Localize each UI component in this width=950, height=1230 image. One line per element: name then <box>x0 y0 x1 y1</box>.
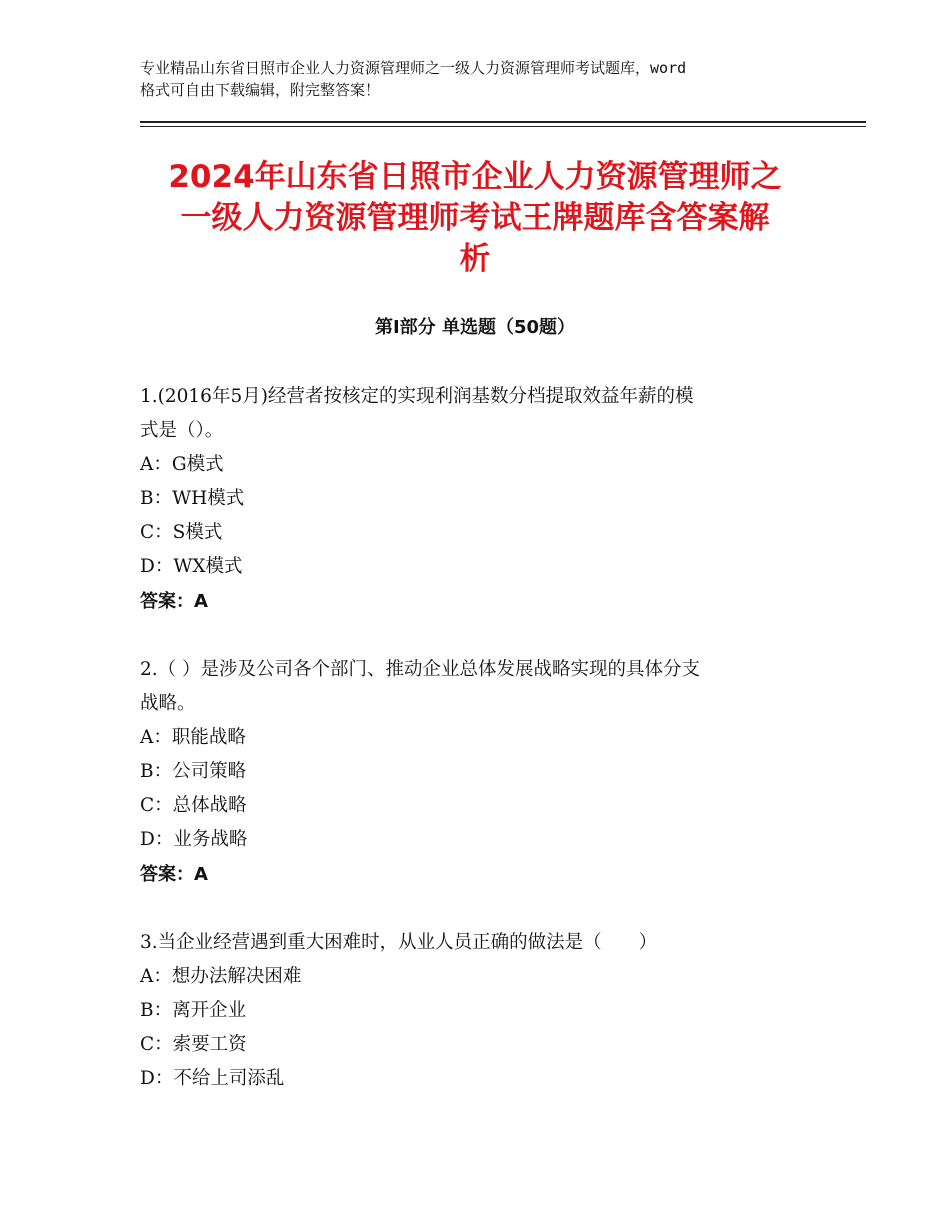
header-note <box>140 57 830 101</box>
section-heading: 第Ⅰ部分 单选题（50题） <box>374 317 575 338</box>
header-divider-thin <box>140 126 866 127</box>
question-1-option-b: B：WH模式 <box>140 488 245 509</box>
document-title <box>110 157 840 280</box>
document-title-line-1: 2024年山东省日照市企业人力资源管理师之 <box>168 159 782 195</box>
question-2-option-a: A：职能战略 <box>140 727 246 748</box>
question-3-option-a: A：想办法解决困难 <box>140 966 302 987</box>
question-1-stem-line-1: 1.(2016年5月)经营者按核定的实现利润基数分档提取效益年薪的模 <box>140 386 694 407</box>
question-3-option-d: D：不给上司添乱 <box>140 1068 285 1089</box>
question-1-stem-line-2: 式是（）。 <box>140 420 224 441</box>
question-2-stem-line-2: 战略。 <box>140 693 196 714</box>
question-2-option-d: D：业务战略 <box>140 829 248 850</box>
question-1-option-d: D：WX模式 <box>140 556 243 577</box>
document-title-line-3: 析 <box>459 241 491 277</box>
document-title-line-2: 一级人力资源管理师考试王牌题库含答案解 <box>180 200 770 236</box>
question-1-option-a: A：G模式 <box>140 454 224 475</box>
header-note-line-2: 格式可自由下载编辑，附完整答案！ <box>140 81 381 99</box>
question-1-answer: 答案：A <box>140 591 208 612</box>
question-2-option-b: B：公司策略 <box>140 761 247 782</box>
question-3-option-c: C：索要工资 <box>140 1034 247 1055</box>
question-1-option-c: C：S模式 <box>140 522 223 543</box>
header-divider-thick <box>140 121 866 123</box>
question-3-option-b: B：离开企业 <box>140 1000 247 1021</box>
question-2-answer: 答案：A <box>140 864 208 885</box>
question-2-option-c: C：总体战略 <box>140 795 247 816</box>
question-2-stem-line-1: 2.（ ）是涉及公司各个部门、推动企业总体发展战略实现的具体分支 <box>140 659 701 680</box>
header-note-line-1: 专业精品山东省日照市企业人力资源管理师之一级人力资源管理师考试题库，word <box>140 59 687 77</box>
question-3-stem-line-1: 3.当企业经营遇到重大困难时，从业人员正确的做法是（ ） <box>140 932 658 953</box>
